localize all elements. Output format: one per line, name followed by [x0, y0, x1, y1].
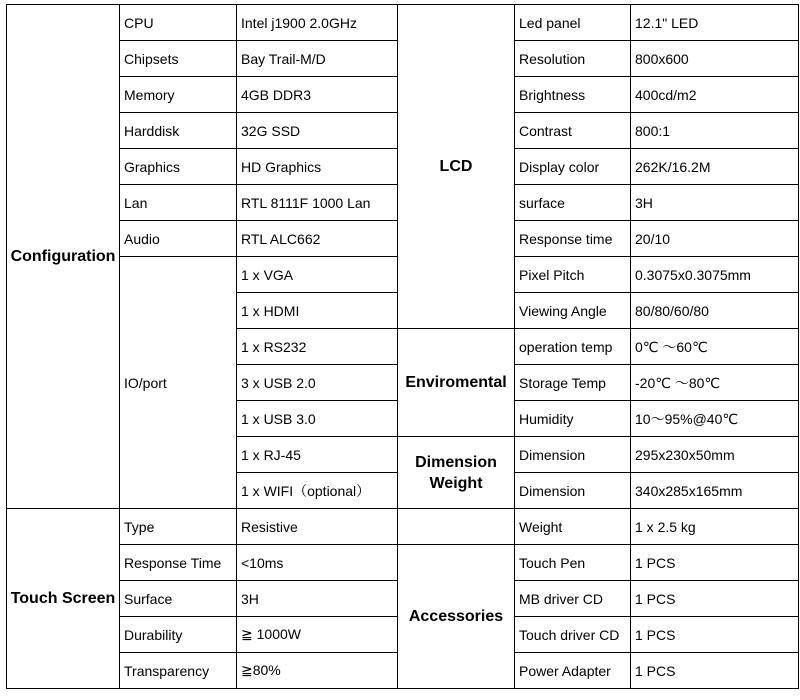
spec-label-humidity: Humidity	[515, 401, 631, 437]
spec-value-io-usb3: 1 x USB 3.0	[237, 401, 398, 437]
spec-value-io-wifi: 1 x WIFI（optional）	[237, 473, 398, 509]
spec-label-pixel-pitch: Pixel Pitch	[515, 257, 631, 293]
table-row	[7, 5, 799, 41]
spec-value-power-adapter: 1 PCS	[631, 653, 799, 689]
spec-value-weight: 1 x 2.5 kg	[631, 509, 799, 545]
spec-value-io-hdmi: 1 x HDMI	[237, 293, 398, 329]
table-row	[7, 545, 799, 581]
spec-label-io-port: IO/port	[120, 257, 237, 509]
spec-label-storage-temp: Storage Temp	[515, 365, 631, 401]
spec-value-graphics: HD Graphics	[237, 149, 398, 185]
spec-value-brightness: 400cd/m2	[631, 77, 799, 113]
spec-value-dimension-2: 340x285x165mm	[631, 473, 799, 509]
group-lcd: LCD	[398, 5, 515, 329]
spec-label-memory: Memory	[120, 77, 237, 113]
spec-label-graphics: Graphics	[120, 149, 237, 185]
spec-value-surface: 3H	[631, 185, 799, 221]
spec-value-io-rj45: 1 x RJ-45	[237, 437, 398, 473]
spec-label-contrast: Contrast	[515, 113, 631, 149]
spec-value-resolution: 800x600	[631, 41, 799, 77]
spec-label-touch-type: Type	[120, 509, 237, 545]
spec-value-touch-driver-cd: 1 PCS	[631, 617, 799, 653]
spec-label-harddisk: Harddisk	[120, 113, 237, 149]
spec-label-durability: Durability	[120, 617, 237, 653]
spec-label-dimension-1: Dimension	[515, 437, 631, 473]
spec-label-resolution: Resolution	[515, 41, 631, 77]
spec-label-operation-temp: operation temp	[515, 329, 631, 365]
group-touch-screen: Touch Screen	[7, 509, 120, 689]
spec-value-humidity: 10～95%@40℃	[631, 401, 799, 437]
spec-label-power-adapter: Power Adapter	[515, 653, 631, 689]
spec-value-dimension-1: 295x230x50mm	[631, 437, 799, 473]
spec-value-cpu: Intel j1900 2.0GHz	[237, 5, 398, 41]
spec-value-touch-surface: 3H	[237, 581, 398, 617]
spec-value-operation-temp: 0℃ ～60℃	[631, 329, 799, 365]
group-dimension-weight	[398, 437, 515, 509]
group-configuration: Configuration	[7, 5, 120, 509]
spec-value-io-usb2: 3 x USB 2.0	[237, 365, 398, 401]
spec-value-pixel-pitch: 0.3075x0.3075mm	[631, 257, 799, 293]
spec-label-response-time: Response time	[515, 221, 631, 257]
spec-value-storage-temp: -20℃ ～80℃	[631, 365, 799, 401]
spec-label-cpu: CPU	[120, 5, 237, 41]
table-row	[7, 509, 799, 545]
spec-label-viewing-angle: Viewing Angle	[515, 293, 631, 329]
spec-value-touch-pen: 1 PCS	[631, 545, 799, 581]
spec-label-display-color: Display color	[515, 149, 631, 185]
spec-value-chipsets: Bay Trail-M/D	[237, 41, 398, 77]
spec-value-durability: ≧ 1000W	[237, 617, 398, 653]
spec-label-weight: Weight	[515, 509, 631, 545]
spec-label-brightness: Brightness	[515, 77, 631, 113]
spec-value-memory: 4GB DDR3	[237, 77, 398, 113]
spec-label-touch-response: Response Time	[120, 545, 237, 581]
spec-label-mb-driver-cd: MB driver CD	[515, 581, 631, 617]
spec-label-lan: Lan	[120, 185, 237, 221]
spec-label-audio: Audio	[120, 221, 237, 257]
spec-value-led-panel: 12.1" LED	[631, 5, 799, 41]
spec-table	[6, 4, 799, 689]
group-weight-title: Weight	[429, 474, 483, 492]
spec-value-viewing-angle: 80/80/60/80	[631, 293, 799, 329]
group-blank	[398, 509, 515, 545]
spec-value-contrast: 800:1	[631, 113, 799, 149]
spec-value-display-color: 262K/16.2M	[631, 149, 799, 185]
spec-label-touch-surface: Surface	[120, 581, 237, 617]
spec-value-transparency: ≧80%	[237, 653, 398, 689]
spec-value-audio: RTL ALC662	[237, 221, 398, 257]
spec-value-io-rs232: 1 x RS232	[237, 329, 398, 365]
group-dimension-title: Dimension	[415, 453, 497, 471]
spec-value-harddisk: 32G SSD	[237, 113, 398, 149]
spec-value-lan: RTL 8111F 1000 Lan	[237, 185, 398, 221]
spec-label-dimension-2: Dimension	[515, 473, 631, 509]
spec-label-touch-pen: Touch Pen	[515, 545, 631, 581]
spec-label-transparency: Transparency	[120, 653, 237, 689]
group-accessories: Accessories	[398, 545, 515, 689]
spec-value-touch-response: <10ms	[237, 545, 398, 581]
spec-value-mb-driver-cd: 1 PCS	[631, 581, 799, 617]
spec-value-touch-type: Resistive	[237, 509, 398, 545]
group-enviromental: Enviromental	[398, 329, 515, 437]
spec-label-chipsets: Chipsets	[120, 41, 237, 77]
spec-label-surface: surface	[515, 185, 631, 221]
spec-value-response-time: 20/10	[631, 221, 799, 257]
spec-label-led-panel: Led panel	[515, 5, 631, 41]
spec-label-touch-driver-cd: Touch driver CD	[515, 617, 631, 653]
spec-value-io-vga: 1 x VGA	[237, 257, 398, 293]
